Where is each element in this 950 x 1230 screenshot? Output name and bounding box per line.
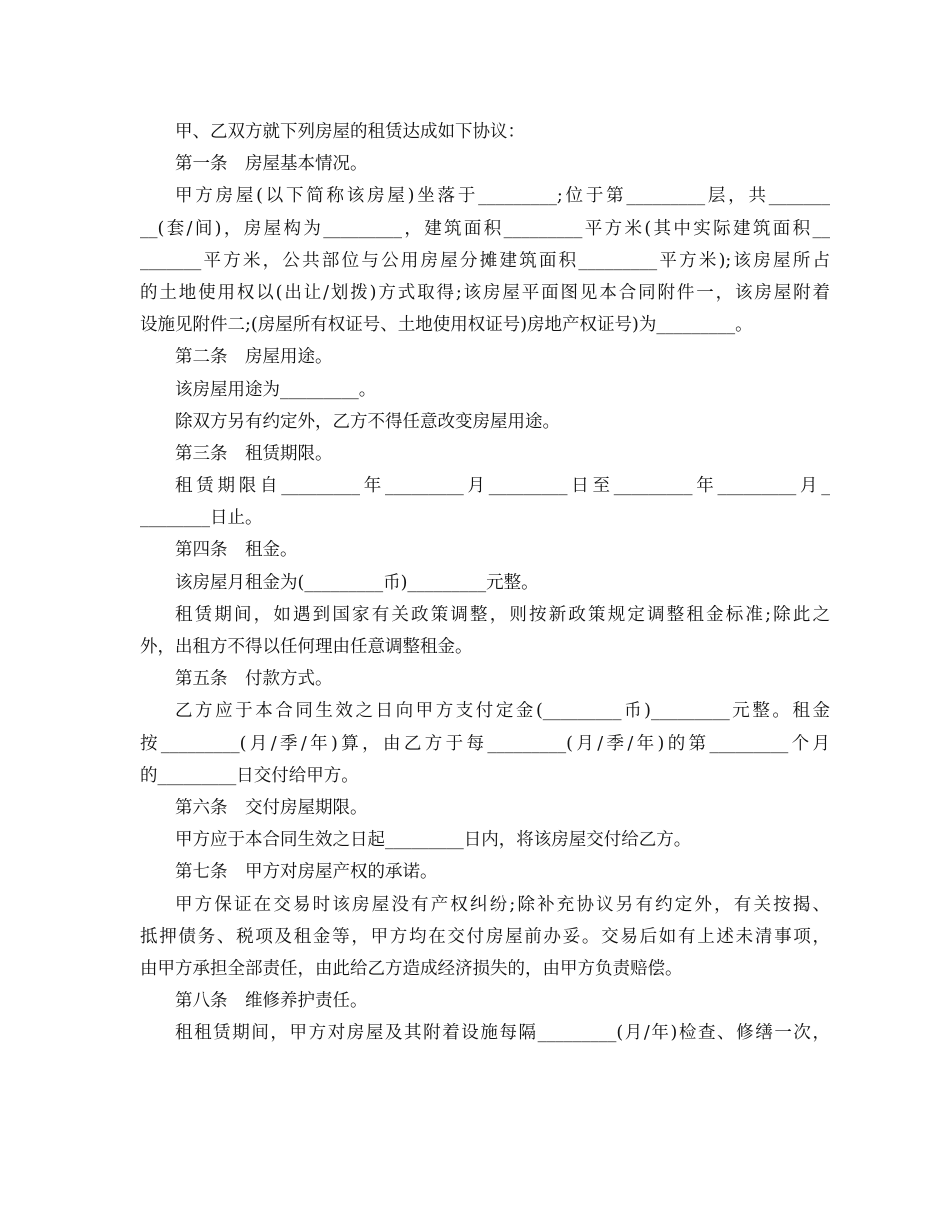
text-line: 第六条 交付房屋期限。 [175, 797, 368, 818]
contract-body [140, 116, 830, 1049]
text-line: 按_________(月/季/年)算，由乙方于每_________(月/季/年)的第_________个月 [140, 733, 830, 754]
text-line: 的_________日交付给甲方。 [140, 765, 359, 786]
text-line: 第二条 房屋用途。 [175, 347, 333, 368]
text-line: 抵押债务、税项及租金等，甲方均在交付房屋前办妥。交易后如有上述未清事项， [140, 926, 830, 947]
text-line: 甲方应于本合同生效之日起_________日内，将该房屋交付给乙方。 [175, 830, 692, 851]
text-line: 租赁期间，如遇到国家有关政策调整，则按新政策规定调整租金标准;除此之 [175, 604, 830, 625]
text-line: 第五条 付款方式。 [175, 669, 333, 690]
text-line: 设施见附件二;(房屋所有权证号、土地使用权证号)房地产权证号)为_________。 [140, 315, 753, 336]
text-line: 由甲方承担全部责任，由此给乙方造成经济损失的，由甲方负责赔偿。 [140, 958, 683, 979]
text-line: 甲、乙双方就下列房屋的租赁达成如下协议： [175, 122, 525, 142]
text-line: 的土地使用权以(出让/划拨)方式取得;该房屋平面图见本合同附件一，该房屋附着 [140, 282, 830, 303]
text-line: _______平方米，公共部位与公用房屋分摊建筑面积_________平方米);该房屋所占 [140, 250, 830, 271]
text-line: 第八条 维修养护责任。 [175, 991, 368, 1012]
text-line: 租赁期限自_________年_________月_________日至_________年_________月_ [175, 476, 830, 497]
text-line: 外，出租方不得以任何理由任意调整租金。 [140, 637, 473, 657]
text-line: 乙方应于本合同生效之日向甲方支付定金(_________币)_________元整。租金 [175, 701, 830, 722]
text-line: 第四条 租金。 [175, 540, 298, 561]
text-line: 除双方另有约定外，乙方不得任意改变房屋用途。 [175, 411, 560, 432]
text-line: 第一条 房屋基本情况。 [175, 154, 368, 175]
text-line: __(套/间)，房屋构为_________，建筑面积_________平方米(其中实际建筑面积__ [140, 218, 830, 239]
text-line: 第七条 甲方对房屋产权的承诺。 [175, 862, 438, 883]
text-line: ________日止。 [140, 508, 263, 529]
text-line: 第三条 租赁期限。 [175, 443, 333, 464]
text-line: 甲方房屋(以下简称该房屋)坐落于_________;位于第_________层，共_______ [175, 186, 830, 207]
text-line: 该房屋用途为_________。 [175, 379, 377, 400]
text-line: 该房屋月租金为(_________币)_________元整。 [175, 572, 539, 593]
text-line: 甲方保证在交易时该房屋没有产权纠纷;除补充协议另有约定外，有关按揭、 [175, 894, 830, 915]
text-line: 租租赁期间，甲方对房屋及其附着设施每隔_________(月/年)检查、修缮一次， [175, 1023, 830, 1044]
